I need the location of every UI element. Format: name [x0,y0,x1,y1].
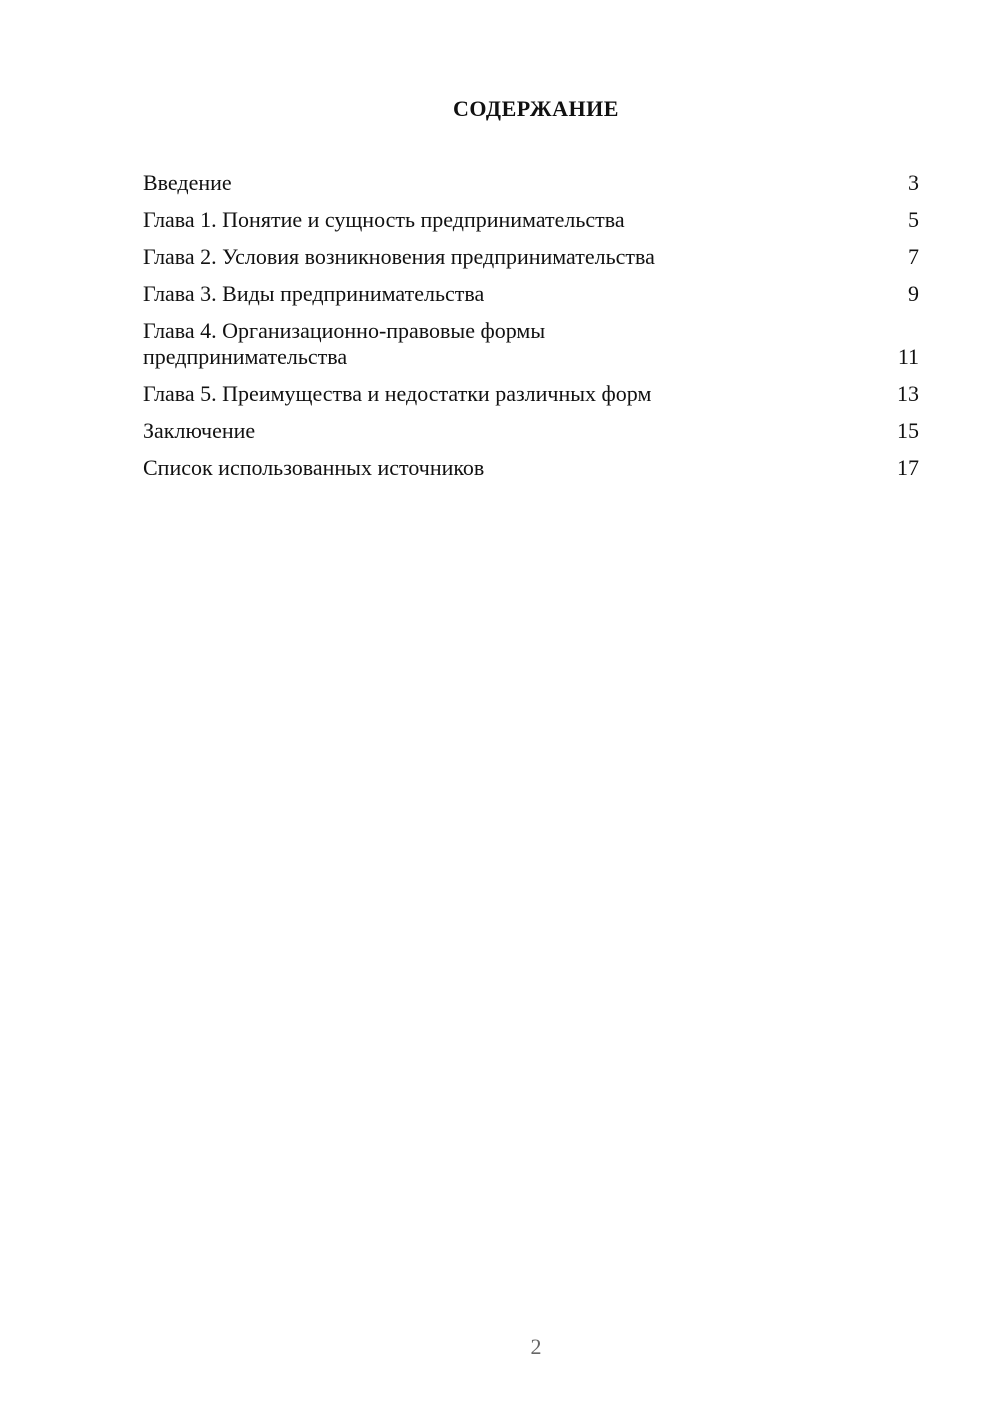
toc-entry-page: 13 [897,381,919,406]
toc-entry [143,170,919,196]
toc-entry-page: 5 [908,207,919,232]
toc-entry-label: Глава 2. Условия возникновения предпринимательства [143,244,655,269]
toc-entry-page: 9 [908,281,919,306]
toc-entry-page: 7 [908,244,919,269]
toc-entry-label: Глава 5. Преимущества и недостатки различных форм [143,381,652,406]
toc-entry [143,207,919,233]
toc-entry [143,244,919,270]
toc-entry-page: 17 [897,455,919,480]
toc-entry [143,418,919,444]
page-number: 2 [530,1334,542,1359]
toc-entry-label: Глава 4. Организационно-правовые формы предпринимательства [143,318,546,369]
table-of-contents [143,170,919,492]
toc-title: СОДЕРЖАНИЕ [453,96,619,121]
toc-entry [143,281,919,307]
toc-entry [143,381,919,407]
toc-entry-page: 15 [897,418,919,443]
toc-entry [143,318,919,370]
toc-entry-label: Список использованных источников [143,455,485,480]
toc-entry-label: Глава 3. Виды предпринимательства [143,281,485,306]
toc-entry-label: Введение [143,170,232,195]
toc-entry-page: 11 [897,344,919,369]
toc-entry-page: 3 [908,170,919,195]
toc-entry-label: Глава 1. Понятие и сущность предпринимательства [143,207,625,232]
toc-entry [143,455,919,481]
toc-entry-label: Заключение [143,418,256,443]
